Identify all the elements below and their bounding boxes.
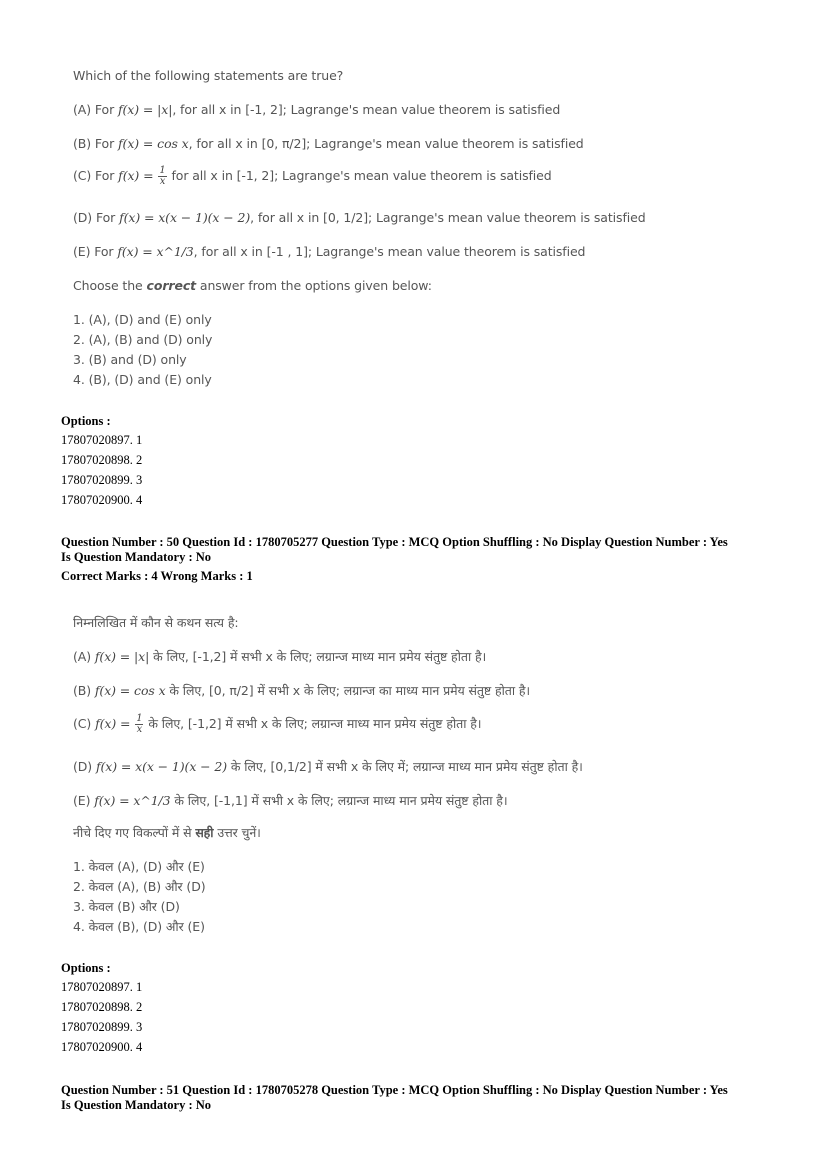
option-item: 17807020898. 2	[61, 1000, 143, 1014]
answer-choice-3: 3. (B) and (D) only	[73, 352, 187, 367]
question-stem: Which of the following statements are true?	[73, 68, 344, 83]
fraction: $\frac{1}{x}$	[159, 165, 166, 187]
statement-c: (C) For f(x) = $\frac{1}{x}$ for all x in [-1, 2]; Lagrange's mean value theorem is satisfied	[73, 165, 552, 187]
statement-e: (E) f(x) = x^1/3 के लिए, [-1,1] में सभी x के लिए; लग्रान्ज माध्य मान प्रमेय संतुष्ट होता है।	[73, 793, 508, 808]
question-51-meta-line-1: Question Number : 51 Question Id : 1780705278 Question Type : MCQ Option Shuffling : No Display Question Number : Yes	[61, 1083, 728, 1097]
answer-choice-4: 4. केवल (B), (D) और (E)	[73, 919, 205, 934]
options-heading: Options :	[61, 961, 111, 975]
fraction: $\frac{1}{x}$	[136, 713, 143, 735]
statement-d: (D) f(x) = x(x − 1)(x − 2) के लिए, [0,1/2] में सभी x के लिए में; लग्रान्ज माध्य मान प्रमेय संतुष्ट होता है।	[73, 759, 583, 774]
answer-choice-3: 3. केवल (B) और (D)	[73, 899, 180, 914]
statement-b: (B) For f(x) = cos x, for all x in [0, π/2]; Lagrange's mean value theorem is satisfied	[73, 136, 584, 151]
option-item: 17807020897. 1	[61, 980, 143, 994]
option-item: 17807020899. 3	[61, 1020, 143, 1034]
question-50-meta-line-2: Is Question Mandatory : No	[61, 550, 212, 564]
choose-instruction: नीचे दिए गए विकल्पों में से सही उत्तर चुनें।	[73, 825, 261, 840]
answer-choice-1: 1. केवल (A), (D) और (E)	[73, 859, 205, 874]
option-item: 17807020900. 4	[61, 1040, 143, 1054]
option-item: 17807020900. 4	[61, 493, 143, 507]
choose-instruction: Choose the correct answer from the options given below:	[73, 278, 432, 293]
option-item: 17807020899. 3	[61, 473, 143, 487]
answer-choice-2: 2. केवल (A), (B) और (D)	[73, 879, 206, 894]
answer-choice-2: 2. (A), (B) and (D) only	[73, 332, 213, 347]
statement-b: (B) f(x) = cos x के लिए, [0, π/2] में सभी x के लिए; लग्रान्ज का माध्य मान प्रमेय संतुष्ट होता है।	[73, 683, 531, 698]
statement-d: (D) For f(x) = x(x − 1)(x − 2), for all x in [0, 1/2]; Lagrange's mean value theorem is satisfied	[73, 210, 646, 225]
answer-choice-4: 4. (B), (D) and (E) only	[73, 372, 212, 387]
statement-a: (A) For f(x) = |x|, for all x in [-1, 2]; Lagrange's mean value theorem is satisfied	[73, 102, 561, 117]
statement-c: (C) f(x) = $\frac{1}{x}$ के लिए, [-1,2] में सभी x के लिए; लग्रान्ज माध्य मान प्रमेय संतुष्ट होता है।	[73, 713, 482, 735]
question-51-meta-line-2: Is Question Mandatory : No	[61, 1098, 212, 1112]
question-50-meta-line-1: Question Number : 50 Question Id : 1780705277 Question Type : MCQ Option Shuffling : No Display Question Number : Yes	[61, 535, 728, 549]
option-item: 17807020898. 2	[61, 453, 143, 467]
question-50-marks: Correct Marks : 4 Wrong Marks : 1	[61, 569, 253, 583]
statement-a: (A) f(x) = |x| के लिए, [-1,2] में सभी x के लिए; लग्रान्ज माध्य मान प्रमेय संतुष्ट होता है।	[73, 649, 487, 664]
question-stem: निम्नलिखित में कौन से कथन सत्य है:	[73, 615, 239, 630]
options-heading: Options :	[61, 414, 111, 428]
statement-e: (E) For f(x) = x^1/3, for all x in [-1 , 1]; Lagrange's mean value theorem is satisfied	[73, 244, 586, 259]
answer-choice-1: 1. (A), (D) and (E) only	[73, 312, 212, 327]
option-item: 17807020897. 1	[61, 433, 143, 447]
